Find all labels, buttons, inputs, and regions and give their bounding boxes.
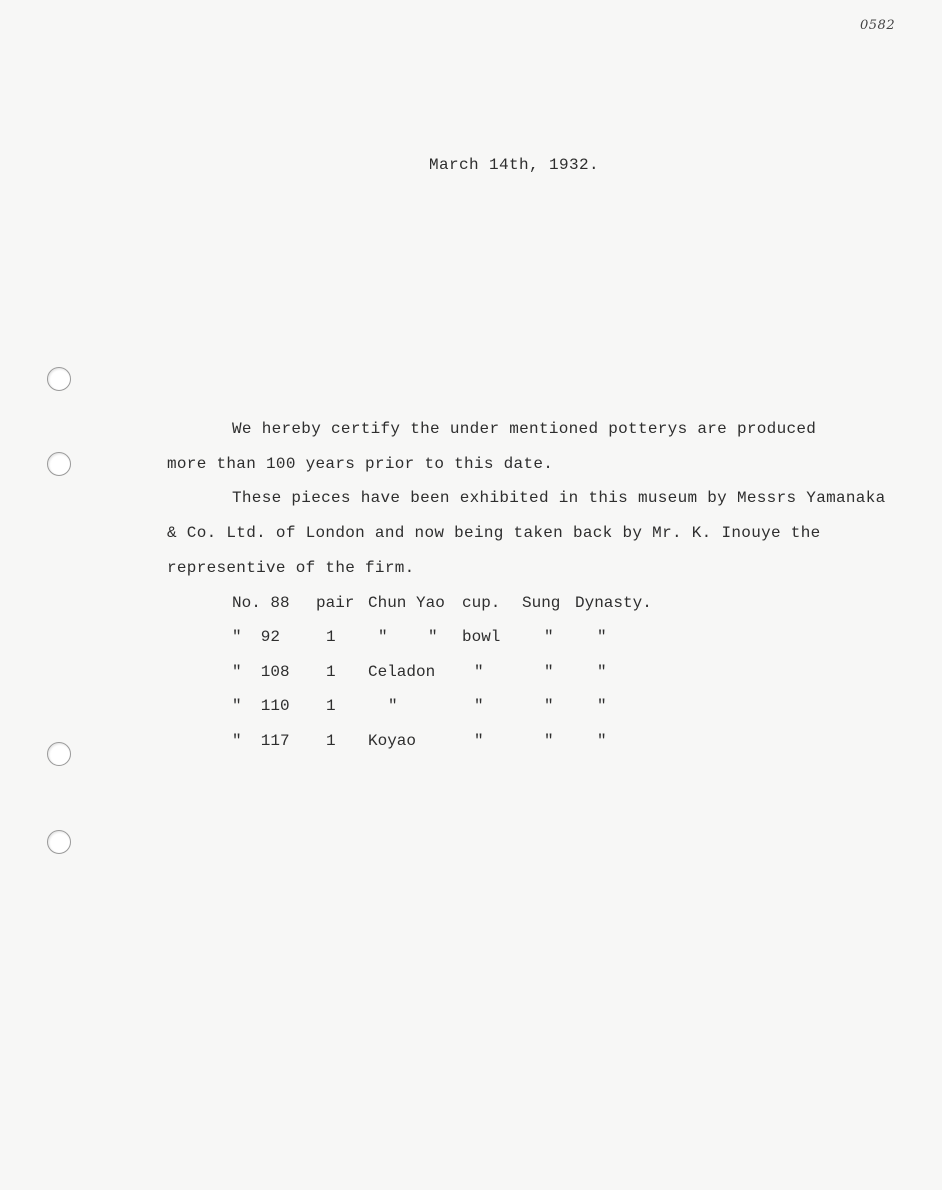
page-edge-right: [942, 0, 950, 1200]
item-period: ": [544, 732, 554, 750]
item-ware: ": [378, 628, 388, 646]
item-ware-2: ": [428, 628, 438, 646]
item-number: " 92: [232, 628, 281, 646]
body-line-2: more than 100 years prior to this date.: [167, 455, 554, 473]
item-period-2: ": [597, 663, 607, 681]
body-line-1: We hereby certify the under mentioned potterys are produced: [232, 420, 817, 438]
item-period: ": [544, 697, 554, 715]
punch-hole-3: [47, 742, 71, 766]
item-type: bowl: [462, 628, 501, 646]
punch-hole-1: [47, 367, 71, 391]
item-quantity: 1: [326, 663, 336, 681]
item-period-2: ": [597, 628, 607, 646]
item-number: " 108: [232, 663, 290, 681]
item-quantity: 1: [326, 628, 336, 646]
letter-date: March 14th, 1932.: [429, 156, 600, 174]
page-edge-bottom: [0, 1190, 950, 1200]
item-period: ": [544, 663, 554, 681]
item-period-2: Dynasty.: [575, 594, 652, 612]
body-line-5: representive of the firm.: [167, 559, 415, 577]
item-quantity: pair: [316, 594, 355, 612]
body-line-3: These pieces have been exhibited in this museum by Messrs Yamanaka: [232, 489, 886, 507]
body-line-4: & Co. Ltd. of London and now being taken back by Mr. K. Inouye the: [167, 524, 821, 542]
item-quantity: 1: [326, 732, 336, 750]
item-quantity: 1: [326, 697, 336, 715]
item-period-2: ": [597, 732, 607, 750]
item-type: ": [474, 732, 484, 750]
item-ware: ": [388, 697, 398, 715]
item-type: ": [474, 697, 484, 715]
item-ware: Chun Yao: [368, 594, 445, 612]
item-number: " 110: [232, 697, 290, 715]
punch-hole-4: [47, 830, 71, 854]
item-period: ": [544, 628, 554, 646]
item-number: " 117: [232, 732, 290, 750]
item-period: Sung: [522, 594, 561, 612]
item-ware: Koyao: [368, 732, 417, 750]
item-number: No. 88: [232, 594, 290, 612]
folio-number: 0582: [860, 18, 896, 33]
punch-hole-2: [47, 452, 71, 476]
item-type: ": [474, 663, 484, 681]
item-ware: Celadon: [368, 663, 436, 681]
item-type: cup.: [462, 594, 501, 612]
item-period-2: ": [597, 697, 607, 715]
